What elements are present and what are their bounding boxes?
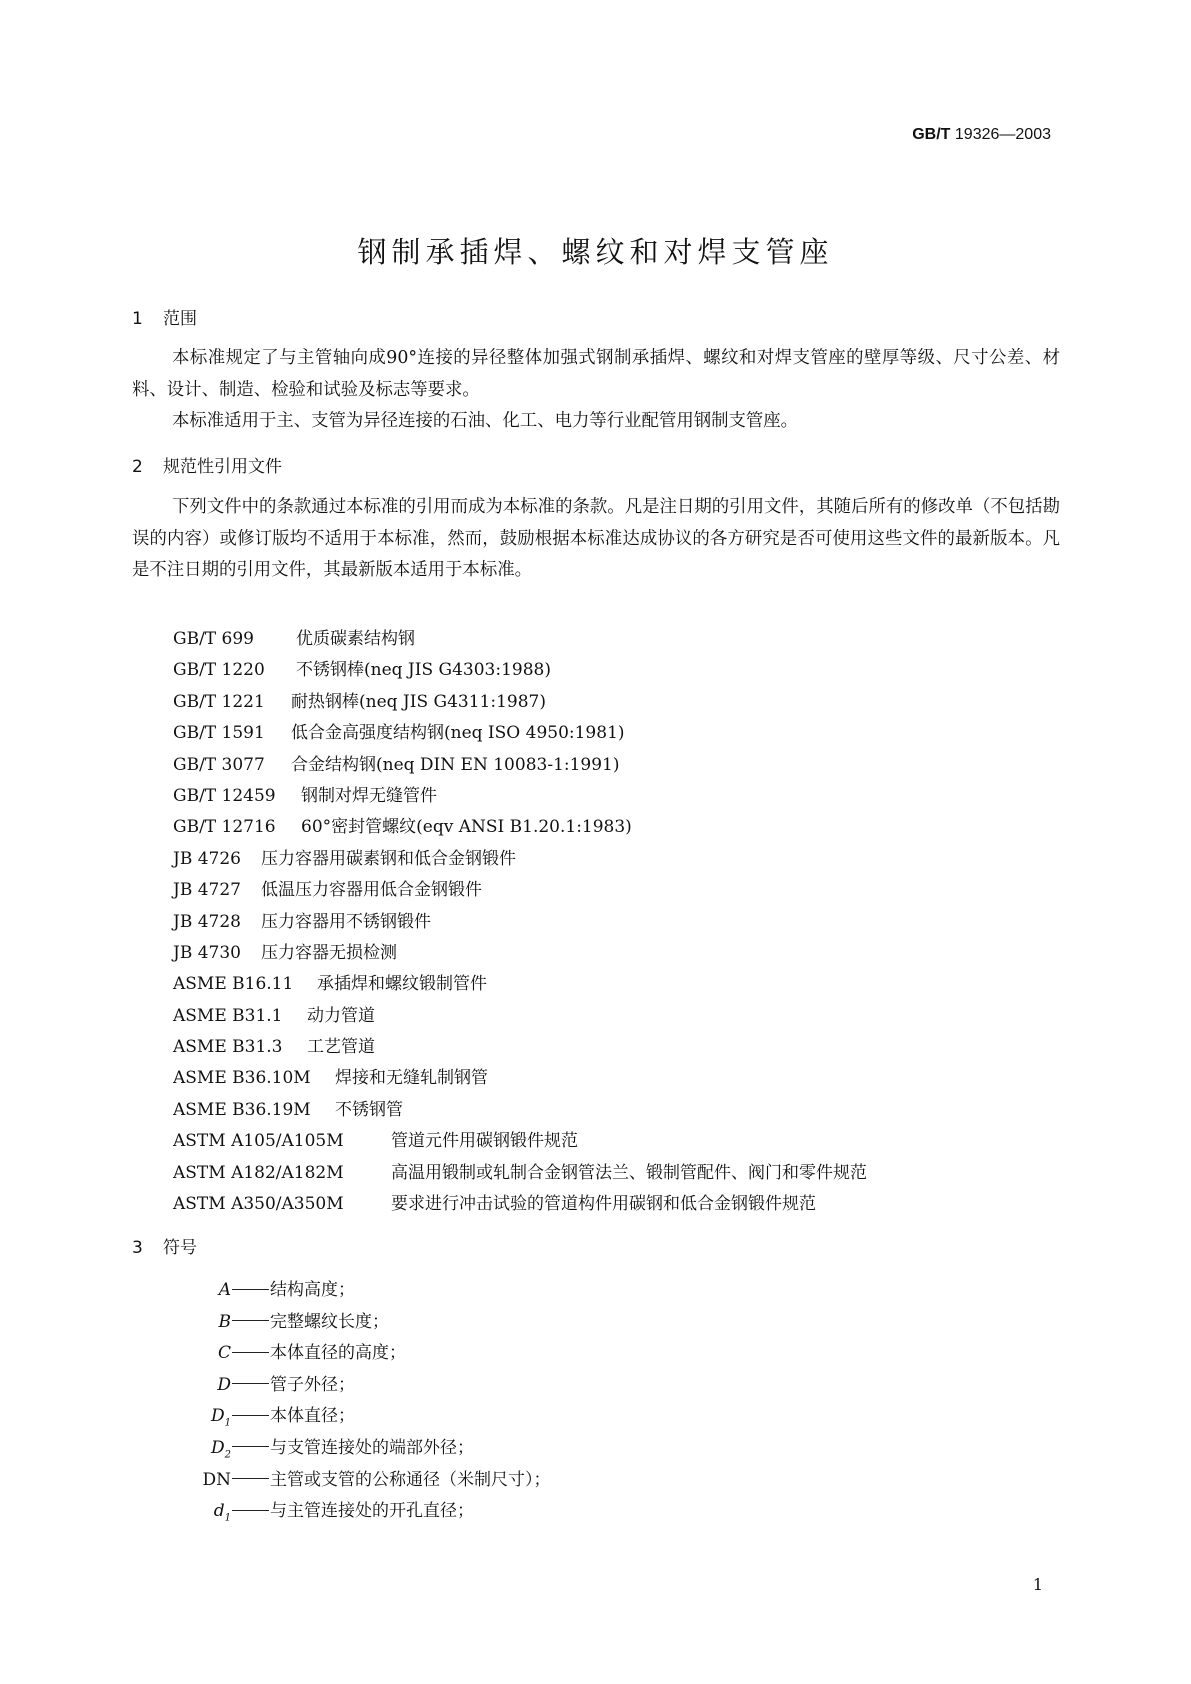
symbol: DN: [202, 1469, 231, 1490]
reference-item: [173, 1158, 867, 1189]
reference-item: [173, 1126, 867, 1157]
symbols-list: [150, 1275, 551, 1528]
reference-title: 优质碳素结构钢: [296, 629, 415, 649]
reference-title: 不锈钢管: [335, 1099, 403, 1120]
reference-item: [173, 624, 867, 655]
symbol-description: 结构高度；: [270, 1280, 355, 1300]
symbol-item: [150, 1370, 551, 1402]
reference-item: [173, 969, 867, 1000]
reference-code: ASME B36.19M: [173, 1099, 311, 1120]
section-title: 规范性引用文件: [163, 457, 282, 477]
page-number: 1: [1032, 1575, 1043, 1594]
reference-title: 承插焊和螺纹锻制管件: [317, 974, 487, 995]
section-1-paragraph-1: 本标准规定了与主管轴向成90°连接的异径整体加强式钢制承插焊、螺纹和对焊支管座的壁厚等级、尺寸公差、材料、设计、制造、检验和试验及标志等要求。: [132, 348, 1060, 400]
symbol: $D_1$: [210, 1406, 231, 1429]
reference-code: ASME B16.11: [173, 974, 294, 995]
section-2-paragraph-1: 下列文件中的条款通过本标准的引用而成为本标准的条款。凡是注日期的引用文件，其随后所有的修改单（不包括勘误的内容）或修订版均不适用于本标准，然而，鼓励根据本标准达成协议的各方研究是否可使用这些文件的最新版本。凡是不注日期的引用文件，其最新版本适用于本标准。: [132, 497, 1060, 580]
symbol-item: [150, 1433, 551, 1465]
reference-title: 压力容器用碳素钢和低合金钢锻件: [261, 848, 516, 869]
reference-title: 动力管道: [307, 1005, 375, 1026]
symbol-description: 完整螺纹长度；: [270, 1311, 389, 1332]
symbol-item: [150, 1465, 551, 1497]
symbol-description: 主管或支管的公称通径（米制尺寸）；: [270, 1469, 551, 1490]
reference-code: ASTM A105/A105M: [173, 1131, 344, 1152]
em-dash-line: [232, 1414, 269, 1416]
reference-code: ASTM A182/A182M: [173, 1162, 344, 1183]
reference-code: GB/T 12716: [173, 817, 276, 838]
reference-item: [173, 907, 867, 938]
reference-code: GB/T 3077: [173, 754, 265, 775]
standard-number: [912, 126, 1051, 144]
section-title: 符号: [163, 1238, 197, 1258]
symbol-item: [150, 1275, 551, 1307]
standard-prefix: GB/T: [912, 126, 951, 143]
reference-code: JB 4726: [173, 848, 241, 869]
section-2-heading: [132, 452, 282, 477]
em-dash-line: [232, 1382, 269, 1384]
reference-code: ASME B36.10M: [173, 1068, 311, 1089]
em-dash-line: [232, 1477, 269, 1479]
reference-item: [173, 812, 867, 843]
symbol: B: [218, 1311, 231, 1332]
section-number: 3: [132, 1238, 143, 1258]
symbol-description: 与支管连接处的端部外径；: [270, 1437, 474, 1458]
em-dash-line: [232, 1319, 269, 1321]
reference-item: [173, 875, 867, 906]
section-1-paragraph-2: 本标准适用于主、支管为异径连接的石油、化工、电力等行业配管用钢制支管座。: [172, 411, 799, 431]
symbol-description: 本体直径的高度；: [270, 1343, 406, 1364]
em-dash-line: [232, 1509, 269, 1511]
symbol: D: [217, 1374, 231, 1395]
reference-item: [173, 938, 867, 969]
page-title: 钢制承插焊、螺纹和对焊支管座: [357, 235, 834, 269]
reference-item: [173, 718, 867, 749]
reference-item: [173, 844, 867, 875]
reference-title: 高温用锻制或轧制合金钢管法兰、锻制管配件、阀门和零件规范: [391, 1162, 867, 1183]
section-number: 1: [132, 309, 143, 329]
section-3-heading: [132, 1233, 197, 1258]
symbol-description: 管子外径；: [270, 1374, 355, 1395]
reference-title: 60°密封管螺纹(eqv ANSI B1.20.1:1983): [301, 817, 632, 838]
reference-code: GB/T 1220: [173, 660, 265, 681]
symbol: $D_2$: [210, 1437, 231, 1461]
reference-item: [173, 1189, 867, 1220]
reference-title: 焊接和无缝轧制钢管: [335, 1068, 488, 1089]
reference-code: GB/T 12459: [173, 785, 276, 806]
symbol-item: [150, 1307, 551, 1339]
reference-title: 压力容器用不锈钢锻件: [261, 911, 431, 932]
em-dash-line: [232, 1445, 269, 1447]
reference-title: 低合金高强度结构钢(neq ISO 4950:1981): [291, 723, 625, 744]
reference-title: 不锈钢棒(neq JIS G4303:1988): [296, 660, 551, 681]
symbol: C: [217, 1343, 231, 1364]
reference-item: [173, 687, 867, 718]
em-dash-line: [232, 1288, 269, 1290]
symbol: $d_1$: [213, 1501, 231, 1524]
reference-title: 低温压力容器用低合金钢锻件: [261, 880, 482, 901]
symbol: A: [218, 1280, 231, 1300]
reference-code: JB 4728: [173, 911, 241, 932]
reference-item: [173, 1032, 867, 1063]
reference-code: JB 4730: [173, 942, 241, 963]
standard-code: 19326—2003: [954, 126, 1051, 143]
reference-code: GB/T 699: [173, 629, 254, 649]
section-title: 范围: [163, 309, 197, 329]
reference-title: 合金结构钢(neq DIN EN 10083-1:1991): [291, 754, 620, 775]
reference-code: GB/T 1591: [173, 723, 265, 744]
symbol-item: [150, 1338, 551, 1370]
em-dash-line: [232, 1351, 269, 1353]
reference-item: [173, 655, 867, 686]
section-1-heading: [132, 304, 197, 329]
reference-title: 钢制对焊无缝管件: [301, 785, 437, 806]
reference-item: [173, 1063, 867, 1094]
reference-title: 压力容器无损检测: [261, 942, 397, 963]
symbol-description: 本体直径；: [270, 1406, 355, 1427]
symbol-item: [150, 1401, 551, 1433]
reference-title: 工艺管道: [307, 1037, 375, 1058]
reference-code: JB 4727: [173, 880, 241, 901]
reference-item: [173, 1001, 867, 1032]
reference-code: GB/T 1221: [173, 691, 265, 712]
reference-code: ASME B31.1: [173, 1005, 283, 1026]
reference-item: [173, 750, 867, 781]
reference-title: 管道元件用碳钢锻件规范: [391, 1131, 578, 1152]
symbol-item: [150, 1496, 551, 1528]
normative-references-list: [173, 624, 867, 1220]
reference-item: [173, 781, 867, 812]
symbol-description: 与主管连接处的开孔直径；: [270, 1501, 474, 1522]
reference-item: [173, 1095, 867, 1126]
reference-code: ASTM A350/A350M: [173, 1194, 344, 1215]
section-number: 2: [132, 457, 143, 477]
reference-code: ASME B31.3: [173, 1037, 283, 1058]
reference-title: 耐热钢棒(neq JIS G4311:1987): [291, 691, 546, 712]
reference-title: 要求进行冲击试验的管道构件用碳钢和低合金钢锻件规范: [391, 1194, 816, 1215]
